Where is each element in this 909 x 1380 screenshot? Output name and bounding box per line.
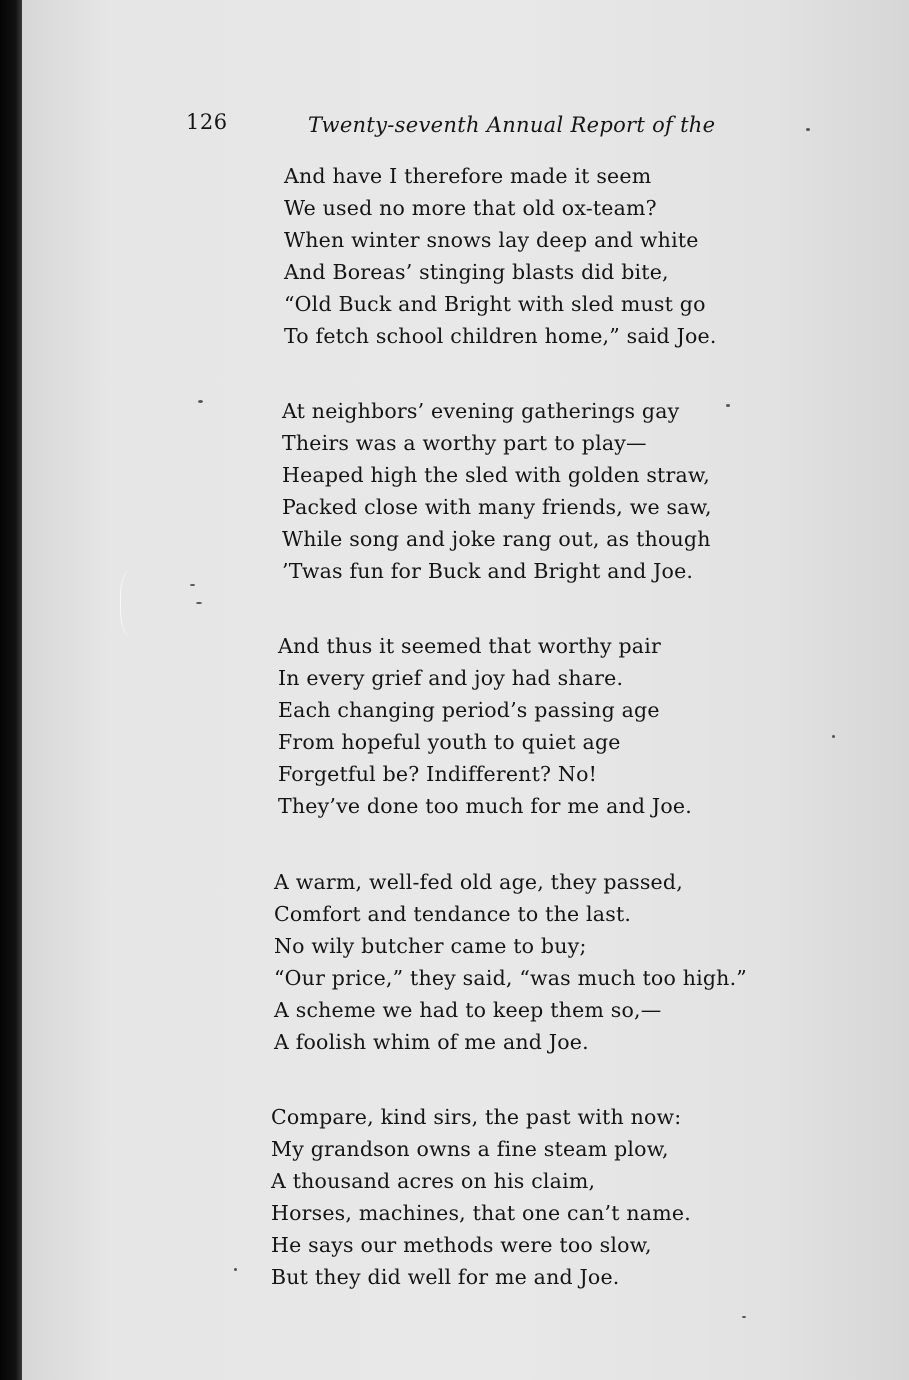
verse-line: A warm, well-fed old age, they passed, (274, 870, 683, 894)
verse-line: We used no more that old ox-team? (284, 196, 657, 220)
verse-line: Packed close with many friends, we saw, (282, 495, 712, 519)
verse-line: At neighbors’ evening gatherings gay (282, 399, 680, 423)
verse-line: Compare, kind sirs, the past with now: (271, 1105, 682, 1129)
page-number: 126 (186, 110, 228, 134)
verse-line: “Old Buck and Bright with sled must go (284, 292, 706, 316)
scan-speck (198, 400, 203, 403)
scan-speck (196, 602, 202, 604)
verse-line: A foolish whim of me and Joe. (274, 1030, 589, 1054)
verse-line: And thus it seemed that worthy pair (278, 634, 661, 658)
scan-scratch (120, 568, 151, 638)
verse-line: Heaped high the sled with golden straw, (282, 463, 710, 487)
verse-line: Each changing period’s passing age (278, 698, 660, 722)
verse-line: No wily butcher came to buy; (274, 934, 587, 958)
verse-line: They’ve done too much for me and Joe. (278, 794, 692, 818)
verse-line: My grandson owns a fine steam plow, (271, 1137, 669, 1161)
verse-line: ’Twas fun for Buck and Bright and Joe. (282, 559, 694, 583)
verse-line: To fetch school children home,” said Joe. (284, 324, 717, 348)
scan-speck (190, 584, 195, 586)
stanza-3 (278, 630, 692, 822)
verse-line: From hopeful youth to quiet age (278, 730, 621, 754)
verse-line: Comfort and tendance to the last. (274, 902, 632, 926)
verse-line: A thousand acres on his claim, (271, 1169, 596, 1193)
verse-line: A scheme we had to keep them so,— (274, 998, 662, 1022)
stanza-2 (282, 395, 712, 587)
verse-line: Theirs was a worthy part to play— (282, 431, 647, 455)
verse-line: When winter snows lay deep and white (284, 228, 699, 252)
verse-line: He says our methods were too slow, (271, 1233, 652, 1257)
verse-line: “Our price,” they said, “was much too high.” (274, 966, 747, 990)
book-spine-shadow (0, 0, 22, 1380)
stanza-4 (274, 866, 747, 1058)
scan-speck (234, 1268, 237, 1271)
stanza-1 (284, 160, 717, 352)
scan-speck (742, 1316, 746, 1318)
verse-line: While song and joke rang out, as though (282, 527, 711, 551)
scan-speck (806, 128, 810, 131)
scan-speck (726, 404, 730, 407)
running-title: Twenty-seventh Annual Report of the (308, 113, 716, 137)
verse-line: Horses, machines, that one can’t name. (271, 1201, 691, 1225)
verse-line: But they did well for me and Joe. (271, 1265, 620, 1289)
verse-line: And have I therefore made it seem (284, 164, 652, 188)
verse-line: Forgetful be? Indifferent? No! (278, 762, 598, 786)
verse-line: In every grief and joy had share. (278, 666, 624, 690)
scan-speck (832, 735, 835, 738)
stanza-5 (271, 1101, 691, 1293)
verse-line: And Boreas’ stinging blasts did bite, (284, 260, 669, 284)
